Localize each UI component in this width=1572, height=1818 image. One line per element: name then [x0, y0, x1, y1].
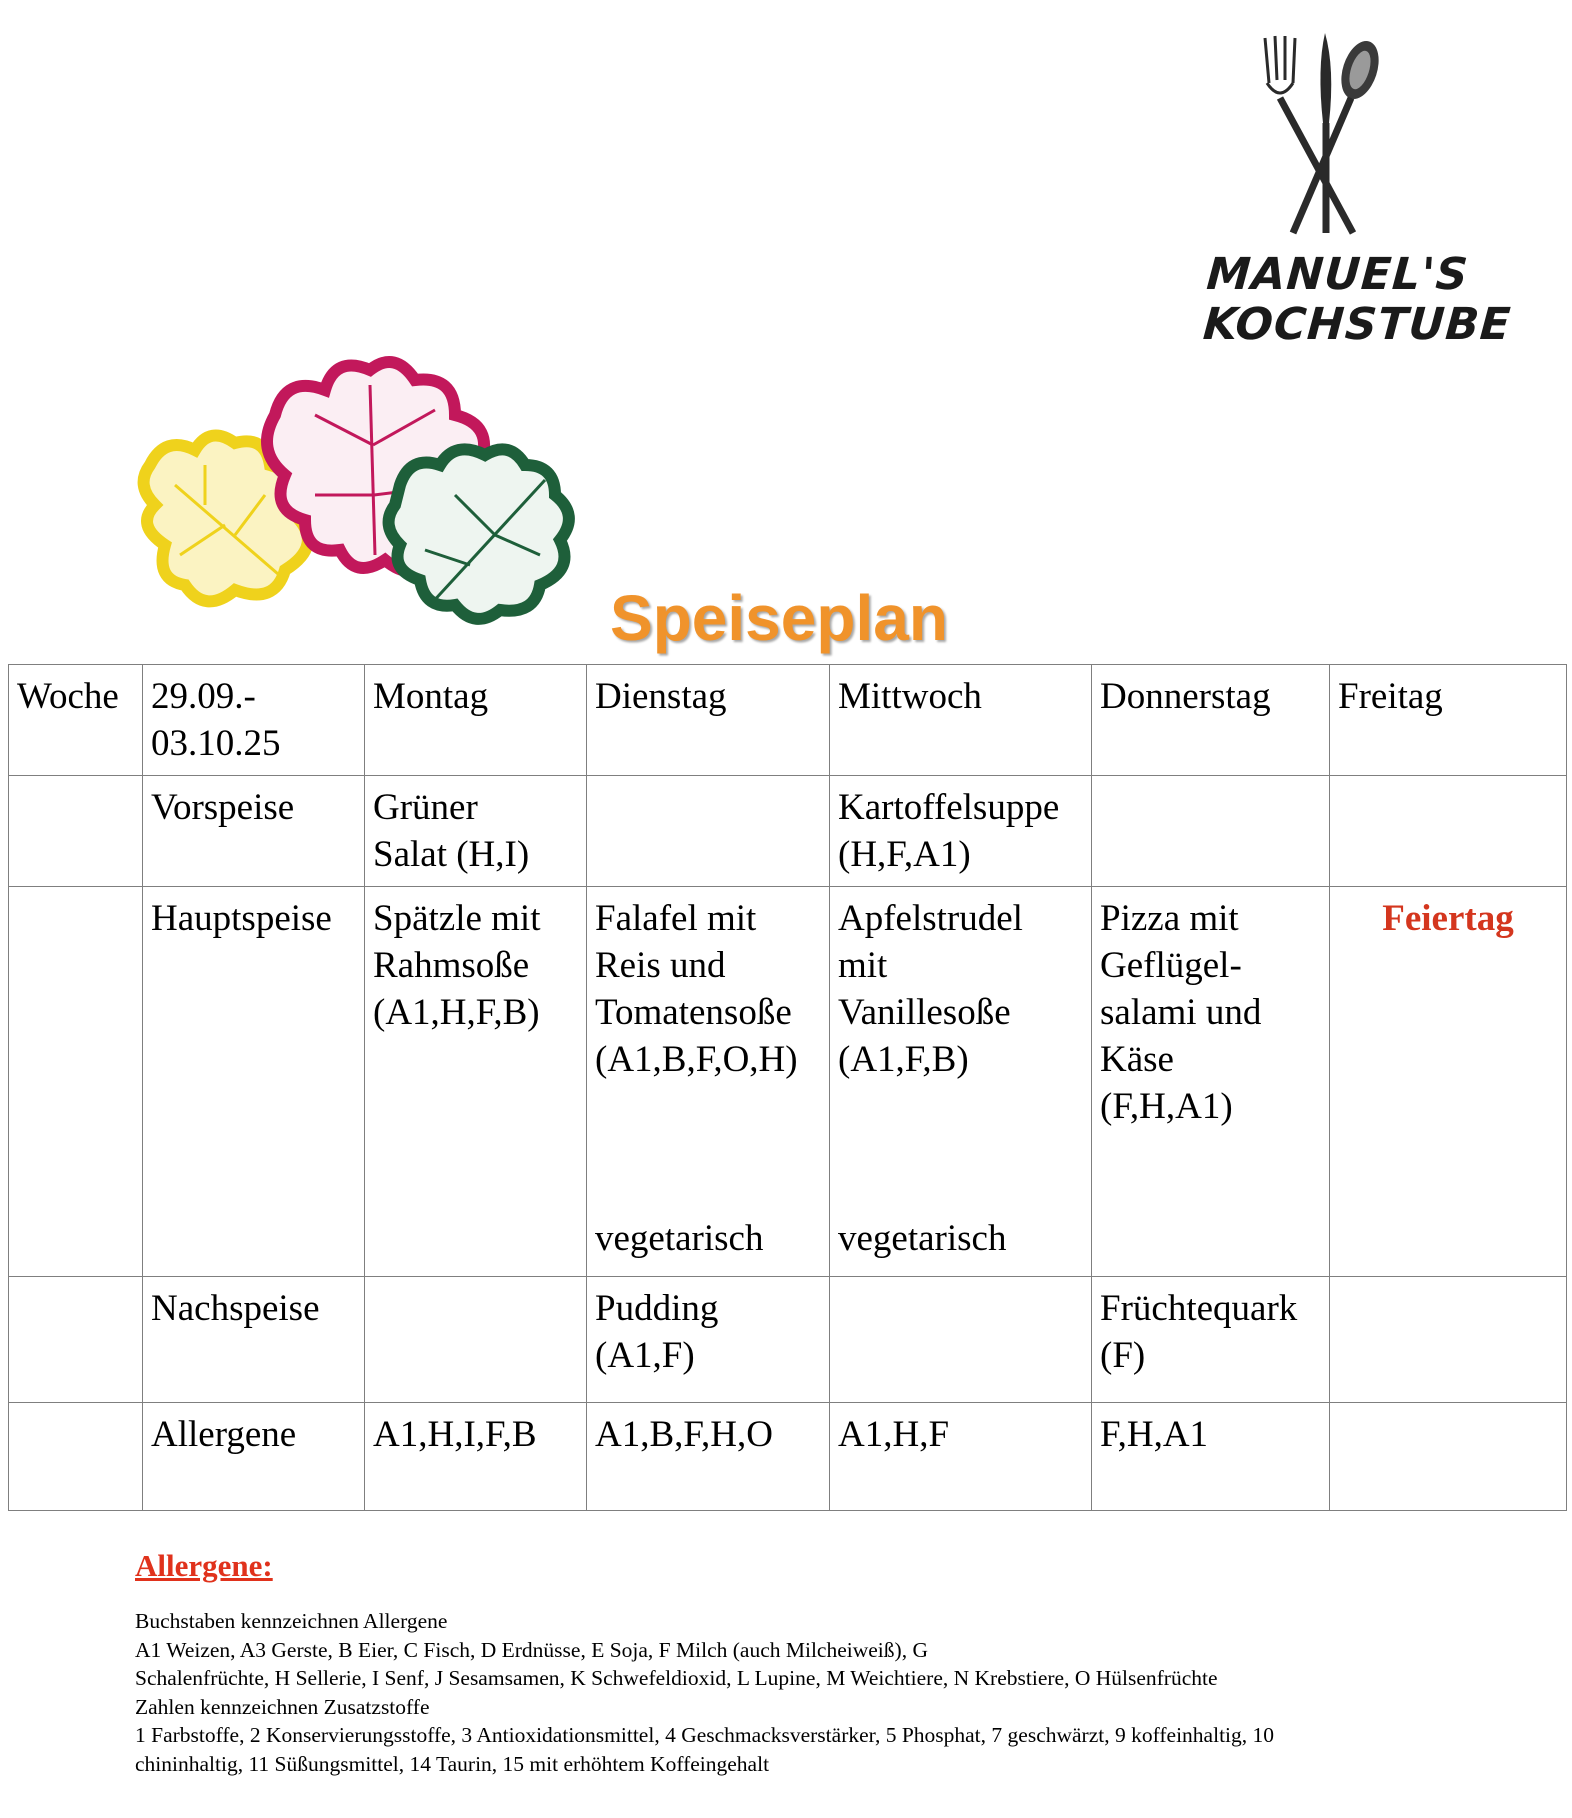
nachspeise-donnerstag: Früchtequark (F) [1092, 1277, 1330, 1403]
row-label-nachspeise: Nachspeise [143, 1277, 365, 1403]
logo-line-1: MANUEL'S [1205, 249, 1471, 300]
allergene-montag: A1,H,I,F,B [365, 1403, 587, 1511]
header-woche: Woche [9, 665, 143, 776]
legend-line: Zahlen kennzeichnen Zusatzstoffe [135, 1694, 430, 1719]
header-mittwoch: Mittwoch [830, 665, 1092, 776]
table-row-allergene [9, 1403, 1567, 1511]
menu-table [8, 664, 1567, 1511]
row-label-hauptspeise: Hauptspeise [143, 887, 365, 1277]
legend-line: Buchstaben kennzeichnen Allergene [135, 1609, 448, 1633]
vorspeise-donnerstag [1092, 776, 1330, 887]
vegetarian-note: vegetarisch [838, 1218, 1007, 1259]
allergene-donnerstag: F,H,A1 [1092, 1403, 1330, 1511]
allergene-dienstag: A1,B,F,H,O [587, 1403, 830, 1511]
fork-knife-spoon-icon [1255, 28, 1385, 243]
empty-cell [9, 1403, 143, 1511]
header-date-range: 29.09.- 03.10.25 [143, 665, 365, 776]
nachspeise-dienstag: Pudding (A1,F) [587, 1277, 830, 1403]
logo-wordmark [1201, 249, 1513, 350]
table-row-hauptspeise [9, 887, 1567, 1277]
empty-cell [9, 776, 143, 887]
vorspeise-freitag [1330, 776, 1567, 887]
table-row-vorspeise [9, 776, 1567, 887]
header-dienstag: Dienstag [587, 665, 830, 776]
page-title: Speiseplan [610, 582, 948, 654]
autumn-leaves-icon [135, 355, 585, 645]
hauptspeise-montag: Spätzle mit Rahmsoße (A1,H,F,B) [365, 887, 587, 1277]
hauptspeise-dienstag: Falafel mit Reis und Tomatensoße (A1,B,F,O,H) vegetarisch [587, 887, 830, 1277]
hauptspeise-mittwoch: Apfelstrudel mit Vanillesoße (A1,F,B) vegetarisch [830, 887, 1092, 1277]
legend-line: 1 Farbstoffe, 2 Konservierungsstoffe, 3 Antioxidationsmittel, 4 Geschmacksverstärker, 5 Phosphat, 7 geschwärzt, 9 koffeinhaltig, 10 [135, 1723, 1275, 1747]
header-montag: Montag [365, 665, 587, 776]
table-row-nachspeise [9, 1277, 1567, 1403]
allergen-legend [135, 1607, 1465, 1778]
header-freitag: Freitag [1330, 665, 1567, 776]
allergene-freitag [1330, 1403, 1567, 1511]
logo-line-2: KOCHSTUBE [1201, 299, 1513, 350]
legend-line: chininhaltig, 11 Süßungsmittel, 14 Taurin, 15 mit erhöhtem Koffeingehalt [135, 1751, 770, 1776]
empty-cell [9, 887, 143, 1277]
table-header-row [9, 665, 1567, 776]
nachspeise-freitag [1330, 1277, 1567, 1403]
legend-line: Schalenfrüchte, H Sellerie, I Senf, J Sesamsamen, K Schwefeldioxid, L Lupine, M Weichtiere, N Krebstiere, O Hülsenfrüchte [135, 1666, 1218, 1690]
empty-cell [9, 1277, 143, 1403]
vorspeise-mittwoch: Kartoffelsuppe (H,F,A1) [830, 776, 1092, 887]
row-label-vorspeise: Vorspeise [143, 776, 365, 887]
header-donnerstag: Donnerstag [1092, 665, 1330, 776]
legend-line: A1 Weizen, A3 Gerste, B Eier, C Fisch, D Erdnüsse, E Soja, F Milch (auch Milcheiweiß), G [135, 1637, 928, 1662]
vegetarian-note: vegetarisch [595, 1218, 764, 1259]
hauptspeise-freitag-feiertag: Feiertag [1330, 887, 1567, 1277]
row-label-allergene: Allergene [143, 1403, 365, 1511]
vorspeise-montag: Grüner Salat (H,I) [365, 776, 587, 887]
allergene-mittwoch: A1,H,F [830, 1403, 1092, 1511]
kochstube-logo [1201, 28, 1513, 350]
hauptspeise-donnerstag: Pizza mit Geflügel- salami und Käse (F,H,A1) [1092, 887, 1330, 1277]
nachspeise-mittwoch [830, 1277, 1092, 1403]
nachspeise-montag [365, 1277, 587, 1403]
allergene-heading: Allergene: [135, 1548, 273, 1583]
vorspeise-dienstag [587, 776, 830, 887]
